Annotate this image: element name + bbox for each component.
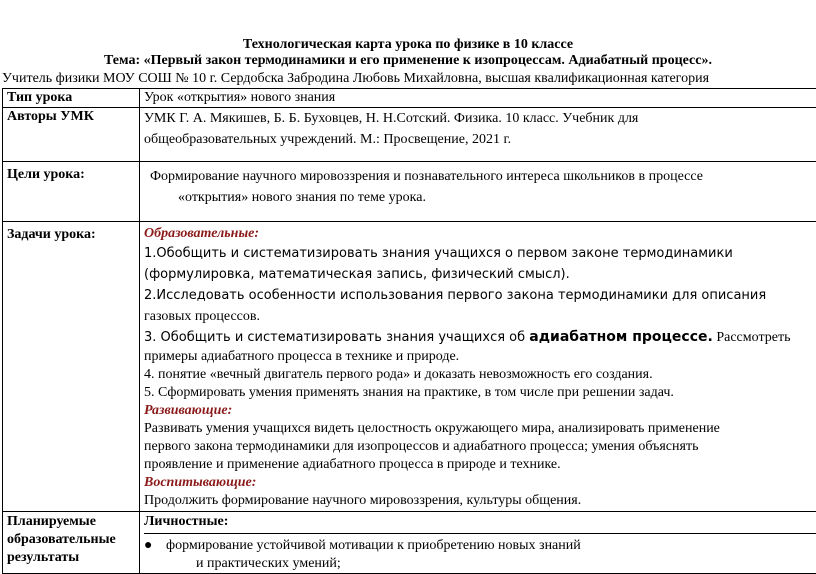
results-label-line: образовательные bbox=[7, 531, 135, 549]
dev-line: проявление и применение адиабатного процесса в природе и технике. bbox=[144, 456, 816, 474]
upb-line: Продолжить формирование научного мировоззрения, культуры общения. bbox=[144, 492, 816, 510]
lesson-topic: Тема: «Первый закон термодинамики и его применение к изопроцессам. Адиабатный процесс». bbox=[0, 53, 816, 69]
upb-heading: Воспитывающие: bbox=[144, 474, 816, 492]
task3-bold: адиабатном процессе. bbox=[529, 329, 713, 345]
results-label-line: результаты bbox=[7, 549, 135, 567]
row-value-type: Урок «открытия» нового знания bbox=[140, 89, 816, 108]
row-value-goals bbox=[140, 162, 816, 222]
task-line: (формулировка, математическая запись, физический смысл). bbox=[144, 264, 816, 285]
task-line: 2.Исследовать особенности использования первого закона термодинамики для описания bbox=[144, 285, 816, 306]
row-value-authors bbox=[140, 108, 816, 162]
document-title: Технологическая карта урока по физике в 10 классе bbox=[0, 37, 816, 53]
row-label-tasks: Задачи урока: bbox=[3, 222, 140, 512]
list-item bbox=[144, 534, 816, 555]
task-line: 5. Сформировать умения применять знания на практике, в том числе при решении задач. bbox=[144, 384, 816, 402]
authors-line: УМК Г. А. Мякишев, Б. Б. Буховцев, Н. Н.Сотский. Физика. 10 класс. Учебник для bbox=[144, 108, 816, 129]
table-row bbox=[3, 222, 816, 512]
row-label-type: Тип урока bbox=[3, 89, 140, 108]
row-label-authors: Авторы УМК bbox=[3, 108, 140, 162]
table-row bbox=[3, 512, 816, 574]
table-row bbox=[3, 89, 816, 108]
table-row bbox=[3, 162, 816, 222]
goals-line: Формирование научного мировоззрения и познавательного интереса школьников в процессе bbox=[144, 166, 816, 187]
task-line: 4. понятие «вечный двигатель первого рода» и доказать невозможность его создания. bbox=[144, 366, 816, 384]
edu-heading: Образовательные: bbox=[144, 225, 816, 243]
task-line: 1.Обобщить и систематизировать знания учащихся о первом законе термодинамики bbox=[144, 243, 816, 264]
task3-suffix: Рассмотреть bbox=[713, 330, 791, 345]
row-label-results bbox=[3, 512, 140, 574]
task-line: примеры адиабатного процесса в технике и природе. bbox=[144, 348, 816, 366]
dev-line: Развивать умения учащихся видеть целостность окружающего мира, анализировать применение bbox=[144, 420, 816, 438]
task3-prefix: 3. Обобщить и систематизировать знания учащихся об bbox=[144, 330, 529, 345]
row-value-tasks bbox=[140, 222, 816, 512]
goals-line: «открытия» нового знания по теме урока. bbox=[144, 187, 816, 208]
bullet-text-cont: и практических умений; bbox=[144, 555, 816, 573]
task-line: газовых процессов. bbox=[144, 306, 816, 327]
dev-line: первого закона термодинамики для изопроцессов и адиабатного процесса; умения объяснять bbox=[144, 438, 816, 456]
row-value-results bbox=[140, 512, 816, 574]
dev-heading: Развивающие: bbox=[144, 402, 816, 420]
results-label-line: Планируемые bbox=[7, 513, 135, 531]
bullet-icon: ● bbox=[144, 537, 166, 555]
table-row bbox=[3, 108, 816, 162]
row-label-goals: Цели урока: bbox=[3, 162, 140, 222]
personal-heading: Личностные: bbox=[144, 513, 816, 531]
teacher-info: Учитель физики МОУ СОШ № 10 г. Сердобска Забродина Любовь Михайловна, высшая квалификационная категория bbox=[2, 71, 709, 87]
task-line bbox=[144, 327, 816, 348]
lesson-table bbox=[2, 88, 816, 574]
authors-line: общеобразовательных учреждений. М.: Просвещение, 2021 г. bbox=[144, 129, 816, 150]
bullet-text: формирование устойчивой мотивации к приобретению новых знаний bbox=[166, 537, 581, 555]
